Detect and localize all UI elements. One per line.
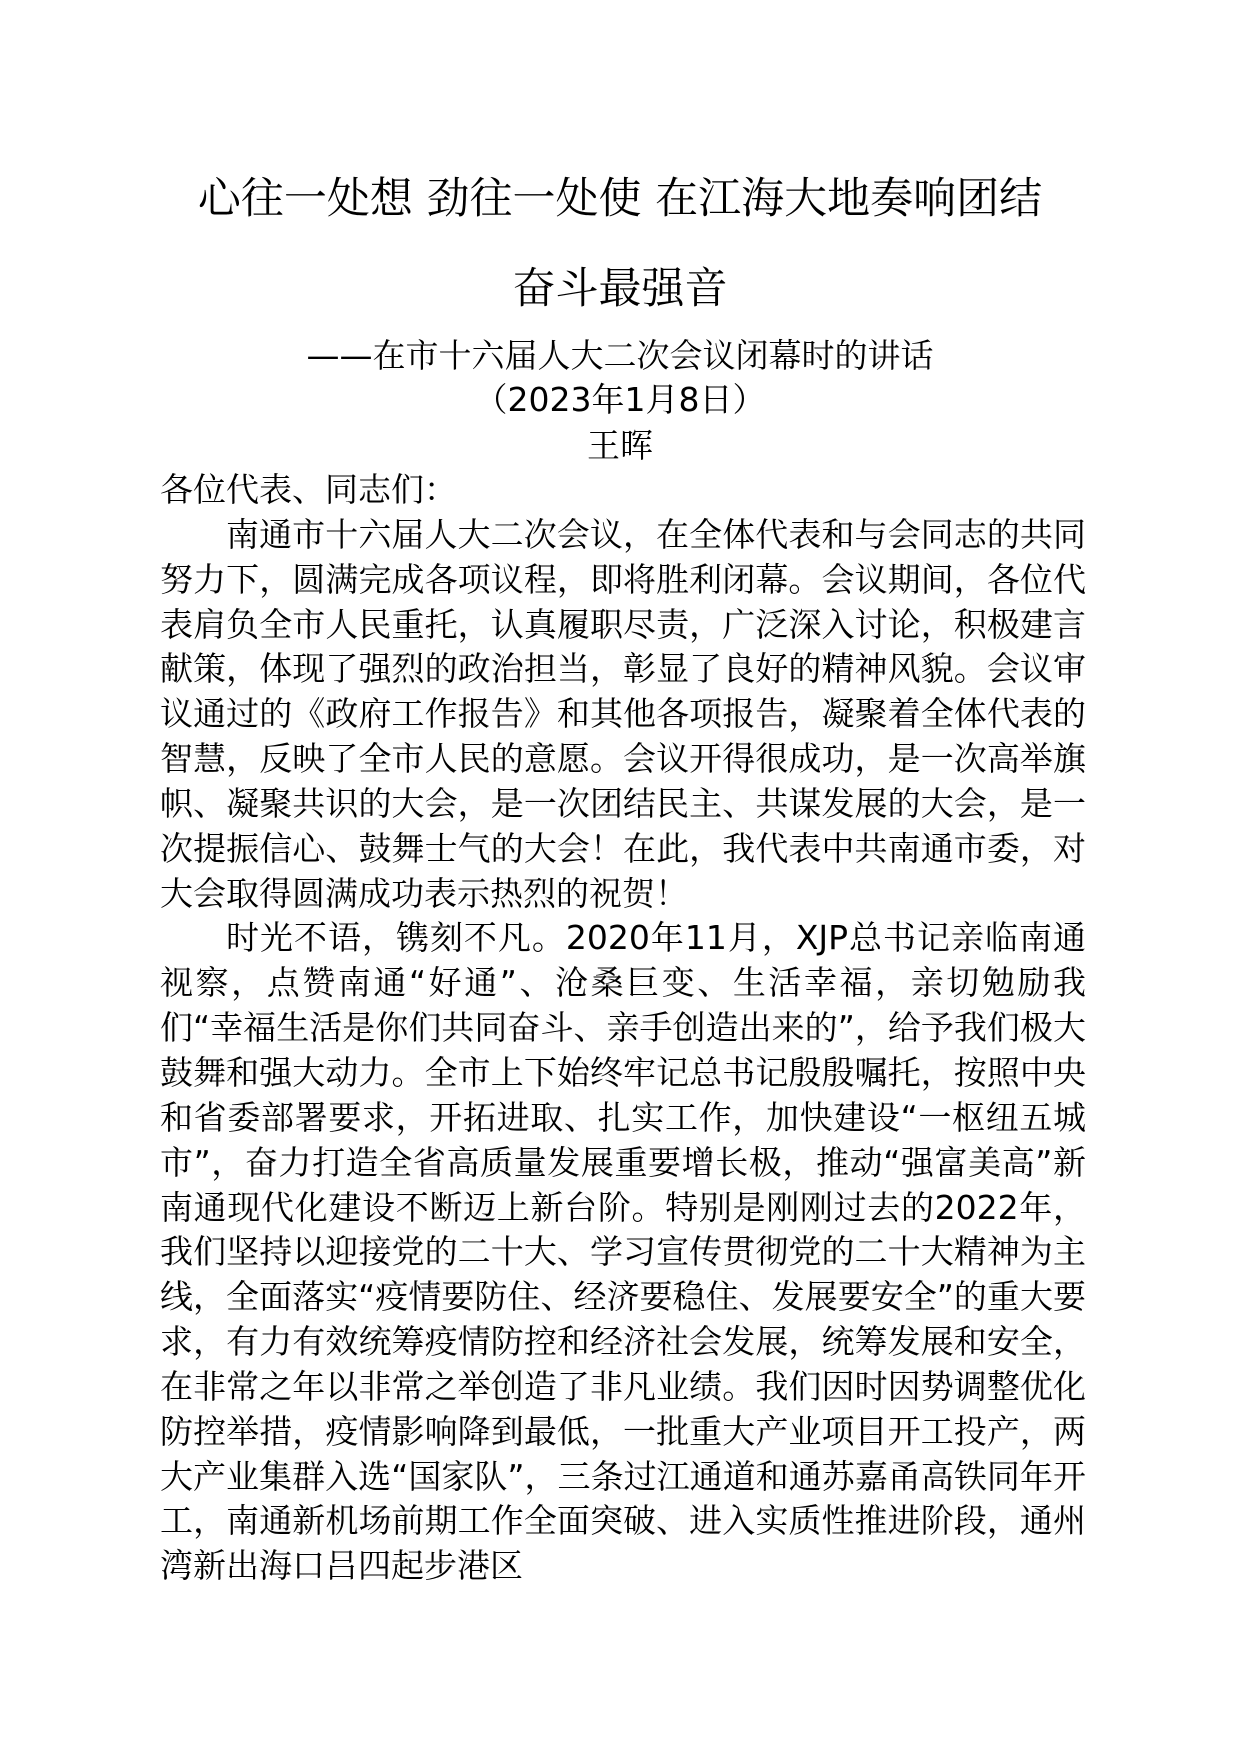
speech-body	[160, 468, 1086, 1589]
paragraph-2: 时光不语，镌刻不凡。2020年11月，XJP总书记亲临南通视察，点赞南通“好通”、沧桑巨变、生活幸福，亲切勉励我们“幸福生活是你们共同奋斗、亲手创造出来的”，给予我们极大鼓舞和强大动力。全市上下始终牢记总书记殷殷嘱托，按照中央和省委部署要求，开拓进取、扎实工作，加快建设“一枢纽五城市”，奋力打造全省高质量发展重要增长极，推动“强富美高”新南通现代化建设不断迈上新台阶。特别是刚刚过去的2022年，我们坚持以迎接党的二十大、学习宣传贯彻党的二十大精神为主线，全面落实“疫情要防住、经济要稳住、发展要安全”的重大要求，有力有效统筹疫情防控和经济社会发展，统筹发展和安全，在非常之年以非常之举创造了非凡业绩。我们因时因势调整优化防控举措，疫情影响降到最低，一批重大产业项目开工投产，两大产业集群入选“国家队”，三条过江通道和通苏嘉甬高铁同年开工，南通新机场前期工作全面突破、进入实质性推进阶段，通州湾新出海口吕四起步港区	[160, 918, 1086, 1586]
salutation: 各位代表、同志们：	[160, 470, 457, 509]
speech-date: （2023年1月8日）	[474, 380, 766, 419]
author: 王晖	[587, 426, 653, 465]
paragraph-1: 南通市十六届人大二次会议，在全体代表和与会同志的共同努力下，圆满完成各项议程，即将胜利闭幕。会议期间，各位代表肩负全市人民重托，认真履职尽责，广泛深入讨论，积极建言献策，体现了强烈的政治担当，彰显了良好的精神风貌。会议审议通过的《政府工作报告》和其他各项报告，凝聚着全体代表的智慧，反映了全市人民的意愿。会议开得很成功，是一次高举旗帜、凝聚共识的大会，是一次团结民主、共谋发展的大会，是一次提振信心、鼓舞士气的大会！在此，我代表中共南通市委，对大会取得圆满成功表示热烈的祝贺！	[160, 514, 1086, 913]
subtitle: ——在市十六届人大二次会议闭幕时的讲话	[306, 336, 934, 375]
title-line-1: 心往一处想 劲往一处使 在江海大地奏响团结	[197, 174, 1043, 224]
title-line-2: 奋斗最强音	[512, 264, 728, 314]
